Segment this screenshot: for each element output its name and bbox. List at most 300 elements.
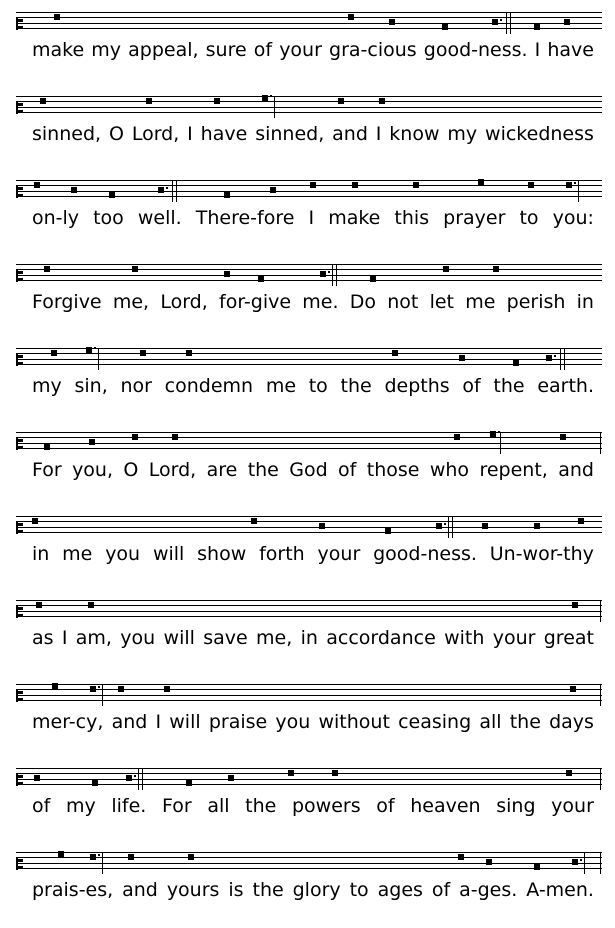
note-dot [134,775,136,777]
lyric-word: are [206,459,238,481]
lyric-word: to [519,207,539,229]
c-clef-icon [16,270,22,282]
lyric-line [32,374,594,398]
note-punctum [566,770,572,776]
note-punctum [352,182,358,188]
note-punctum [370,276,376,282]
lyric-word: for-give [219,291,292,313]
bar-line [102,684,103,706]
note-punctum [270,187,276,193]
lyric-word: ceasing [398,711,472,733]
lyric-word: good-ness. [373,543,477,565]
lyric-word: I [375,123,382,145]
lyric-word: who [429,459,470,481]
lyric-word: praise [208,711,268,733]
staff-line [16,689,602,690]
bar-line [138,768,139,790]
c-clef-icon [16,774,22,786]
staff-line [16,348,602,349]
lyric-word: with [444,627,485,649]
lyric-word: life. [111,795,147,817]
lyric-word: glory [292,879,341,901]
note-punctum [534,864,540,870]
staff-line [16,700,602,701]
note-punctum [436,523,442,529]
note-punctum [513,360,519,366]
lyric-word: will [152,543,185,565]
bar-line [600,768,601,790]
c-clef-icon [16,690,22,702]
lyric-word: good-ness. [423,39,528,61]
lyric-word: have [547,39,594,61]
staff-line [16,264,602,265]
lyric-word: in [32,543,50,565]
lyric-word: forth [259,543,305,565]
staff-line [16,185,602,186]
note-punctum [109,192,115,198]
note-punctum [442,24,448,30]
note-dot [328,271,330,273]
staff-line [16,180,602,181]
bar-line [336,264,337,286]
staff-line [16,196,602,197]
chant-system [0,180,615,256]
lyric-word: I [308,207,315,229]
note-punctum [58,851,64,857]
lyric-word: to [308,375,328,397]
lyric-word: appeal, [128,39,199,61]
lyric-word: Lord, [148,459,197,481]
lyric-word: heaven [410,795,481,817]
staff [16,516,602,538]
bar-line [500,432,501,454]
note-dot [98,854,100,856]
staff-line [16,112,602,113]
lyric-word: prayer [443,207,506,229]
note-punctum [186,350,192,356]
c-clef-icon [16,606,22,618]
note-punctum [40,98,46,104]
staff-line [16,107,602,108]
note-punctum [92,780,98,786]
staff-line [16,448,602,449]
note-punctum [385,528,391,534]
note-dot [94,347,96,349]
lyric-word: and [122,879,158,901]
lyric-word: For [162,795,192,817]
staff-line [16,432,602,433]
lyric-word: perish [506,291,566,313]
c-clef-icon [16,186,22,198]
staff-line [16,532,602,533]
lyric-word: I [187,123,193,145]
staff-line [16,684,602,685]
bar-line [274,96,275,118]
lyric-word: of [338,459,357,481]
lyric-word: a-ges. [459,879,518,901]
note-punctum [186,780,192,786]
bar-line [102,852,103,874]
note-punctum [214,98,220,104]
lyric-word: me, [256,627,293,649]
note-punctum [52,683,58,689]
lyric-line [32,122,594,146]
staff-line [16,779,602,780]
lyric-word: nor [120,375,152,397]
note-punctum [90,686,96,692]
bar-line [98,348,99,370]
chant-system [0,264,615,340]
note-punctum [51,350,57,356]
note-punctum [89,439,95,445]
staff-line [16,852,602,853]
lyric-word: my [447,123,478,145]
note-punctum [71,187,77,193]
staff-line [16,17,602,18]
lyric-word: those [366,459,420,481]
note-dot [500,19,502,21]
lyric-word: without [318,711,390,733]
note-punctum [490,431,496,437]
lyric-line [32,458,594,482]
note-punctum [118,686,124,692]
note-punctum [224,271,230,277]
note-punctum [88,602,94,608]
staff [16,600,602,622]
note-dot [580,859,582,861]
note-punctum [320,271,326,277]
lyric-word: well. [137,207,182,229]
staff-line [16,28,602,29]
lyric-word: sinned, [32,123,102,145]
bar-line [560,348,561,370]
note-dot [444,523,446,525]
note-punctum [140,350,146,356]
lyric-word: in [576,291,594,313]
note-punctum [158,187,164,193]
bar-line [584,852,585,874]
lyric-word: your [279,39,322,61]
lyric-word: have [200,123,248,145]
staff-line [16,443,602,444]
lyric-word: your [317,543,361,565]
bar-line [452,516,453,538]
note-punctum [459,355,465,361]
lyric-word: on-ly [32,207,80,229]
lyric-word: you: [552,207,594,229]
lyric-word: and [332,123,368,145]
c-clef-icon [16,438,22,450]
lyric-word: For [32,459,62,481]
lyric-word: will [163,627,195,649]
note-punctum [224,192,230,198]
note-dot [574,182,576,184]
note-dot [554,355,556,357]
note-punctum [128,854,134,860]
lyric-word: sing [496,795,536,817]
lyric-word: Do [349,291,377,313]
lyric-word: not [387,291,419,313]
lyric-word: all [207,795,230,817]
staff-line [16,784,602,785]
lyric-word: There-fore [195,207,295,229]
note-punctum [454,434,460,440]
lyric-word: me [465,291,496,313]
lyric-word: yours [166,879,220,901]
lyric-word: am, [75,627,112,649]
staff-line [16,101,602,102]
staff-line [16,521,602,522]
note-punctum [332,770,338,776]
lyric-word: mer-cy, [32,711,104,733]
c-clef-icon [16,858,22,870]
note-punctum [44,444,50,450]
note-punctum [392,350,398,356]
chant-system [0,432,615,508]
staff-line [16,527,602,528]
note-punctum [44,266,50,272]
staff-line [16,191,602,192]
staff-line [16,768,602,769]
note-punctum [389,19,395,25]
staff-line [16,12,602,13]
lyric-word: sin, [74,375,108,397]
lyric-word: of [431,879,451,901]
lyric-line [32,38,594,62]
note-punctum [560,434,566,440]
lyric-word: Lord, [131,123,180,145]
note-punctum [482,523,488,529]
lyric-word: earth. [537,375,594,397]
note-punctum [566,182,572,188]
chant-system [0,852,615,928]
bar-line [600,852,601,874]
note-punctum [338,98,344,104]
lyric-word: make [328,207,381,229]
lyric-word: prais-es, [32,879,114,901]
lyric-word: I [155,711,162,733]
lyric-word: the [509,711,541,733]
lyric-word: my [32,375,62,397]
lyric-word: A-men. [526,879,594,901]
lyric-word: depths [384,375,450,397]
lyric-word: I [61,627,68,649]
lyric-line [32,542,594,566]
bar-line [578,180,579,202]
staff-line [16,616,602,617]
lyric-word: me [62,543,93,565]
staff [16,852,602,874]
note-punctum [228,775,234,781]
staff-line [16,23,602,24]
note-punctum [486,859,492,865]
note-punctum [36,602,42,608]
lyric-word: O [108,123,124,145]
note-punctum [572,859,578,865]
staff-line [16,857,602,858]
note-punctum [172,434,178,440]
lyric-word: my [91,39,122,61]
staff-line [16,863,602,864]
lyric-word: of [376,795,395,817]
staff-line [16,275,602,276]
note-punctum [493,266,499,272]
chant-system [0,96,615,172]
lyric-word: great [543,627,594,649]
bar-line [600,600,601,622]
staff-line [16,280,602,281]
staff [16,180,602,202]
chant-system [0,516,615,592]
lyric-word: the [245,795,277,817]
lyric-word: my [65,795,96,817]
chant-system [0,12,615,88]
note-punctum [379,98,385,104]
lyric-word: gra-cious [329,39,417,61]
chant-system [0,600,615,676]
lyric-word: wickedness [485,123,594,145]
note-punctum [528,182,534,188]
lyric-word: you, [72,459,114,481]
bar-line [142,768,143,790]
lyric-word: condemn [164,375,254,397]
note-punctum [90,854,96,860]
note-punctum [458,854,464,860]
note-punctum [319,523,325,529]
lyric-word: sure [205,39,247,61]
lyric-word: is [228,879,244,901]
note-punctum [310,182,316,188]
note-punctum [54,14,60,20]
staff [16,432,602,454]
lyric-line [32,710,594,734]
c-clef-icon [16,522,22,534]
lyric-word: Forgive [32,291,102,313]
bar-line [600,432,601,454]
lyric-word: all [479,711,502,733]
lyric-word: and [111,711,148,733]
lyric-word: Un-wor-thy [489,543,594,565]
staff-line [16,516,602,517]
lyric-word: to [349,879,369,901]
note-punctum [288,770,294,776]
note-punctum [443,266,449,272]
lyric-word: you [120,627,156,649]
bar-line [506,12,507,34]
note-punctum [34,182,40,188]
note-punctum [251,518,257,524]
note-punctum [534,24,540,30]
lyric-word: God [289,459,328,481]
lyric-line [32,626,594,650]
lyric-word: in [300,627,318,649]
note-punctum [258,276,264,282]
note-punctum [572,602,578,608]
staff [16,348,602,370]
lyric-word: save [203,627,248,649]
note-punctum [492,19,498,25]
chant-system [0,768,615,844]
lyric-word: accordance [326,627,436,649]
staff [16,684,602,706]
note-dot [166,187,168,189]
lyric-line [32,206,594,230]
lyric-word: your [492,627,536,649]
note-punctum [188,854,194,860]
c-clef-icon [16,102,22,114]
bar-line [600,684,601,706]
note-dot [270,95,272,97]
lyric-line [32,794,594,818]
lyric-word: let [429,291,454,313]
chant-system [0,348,615,424]
lyric-word: as [32,627,54,649]
staff [16,12,602,34]
note-punctum [478,179,484,185]
lyric-word: the [252,879,284,901]
lyric-word: the [247,459,279,481]
bar-line [510,12,511,34]
bar-line [332,264,333,286]
bar-line [176,180,177,202]
staff-line [16,437,602,438]
lyric-word: this [394,207,430,229]
lyric-word: know [389,123,440,145]
note-punctum [348,14,354,20]
staff [16,264,602,286]
lyric-word: too [93,207,124,229]
note-punctum [32,518,38,524]
staff-line [16,611,602,612]
lyric-word: the [493,375,525,397]
note-punctum [413,182,419,188]
lyric-word: the [340,375,372,397]
lyric-word: you [105,543,141,565]
note-dot [98,686,100,688]
staff-line [16,269,602,270]
staff-line [16,353,602,354]
lyric-word: of [462,375,481,397]
note-punctum [126,775,132,781]
c-clef-icon [16,18,22,30]
lyric-line [32,878,594,902]
lyric-word: me [265,375,297,397]
lyric-word: days [549,711,594,733]
staff-line [16,96,602,97]
bar-line [172,180,173,202]
note-punctum [570,686,576,692]
note-punctum [86,347,92,353]
lyric-word: Lord, [160,291,208,313]
lyric-word: ages [377,879,423,901]
bar-line [448,516,449,538]
lyric-word: O [123,459,139,481]
note-punctum [262,95,268,101]
c-clef-icon [16,354,22,366]
staff [16,768,602,790]
note-punctum [34,775,40,781]
note-punctum [564,19,570,25]
lyric-word: of [32,795,51,817]
note-punctum [164,686,170,692]
lyric-word: sinned, [255,123,325,145]
chant-system [0,684,615,760]
bar-line [564,348,565,370]
lyric-word: your [551,795,594,817]
lyric-word: me, [112,291,150,313]
note-punctum [146,98,152,104]
lyric-word: show [197,543,247,565]
